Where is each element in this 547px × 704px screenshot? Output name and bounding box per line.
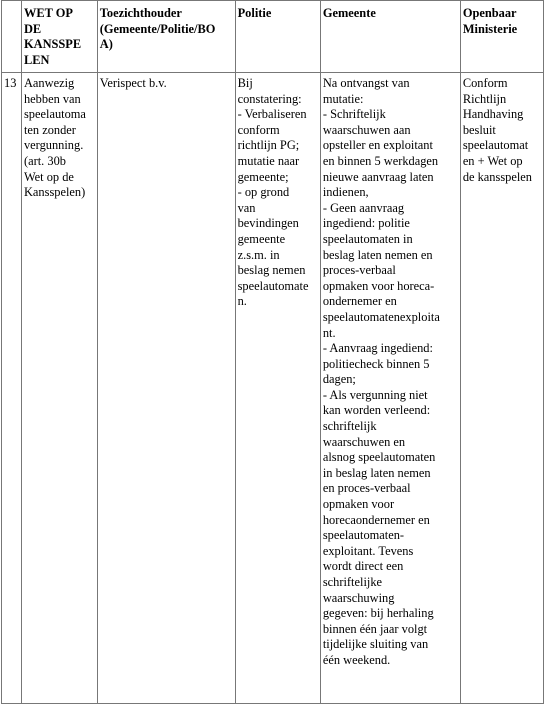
row-cell-wet: Aanwezig hebben van speelautoma ten zonder vergunning. (art. 30b Wet op de Kansspelen): [21, 73, 97, 704]
header-cell-wet: WET OP DE KANSSPE LEN: [21, 1, 97, 73]
header-cell-politie: Politie: [235, 1, 320, 73]
row-cell-gemeente: Na ontvangst van mutatie: - Schriftelijk waarschuwen aan opsteller en exploitant en binnen 5 werkdagen nieuwe aanvraag laten indienen, - Geen aanvraag ingediend: politie speelautomaten in beslag laten nemen en proces-verbaal opmaken voor horeca- ondernemer en speelautomatenexploita nt. - Aanvraag ingediend: politiecheck binnen 5 dagen; - Als vergunning niet kan worden verleend: schriftelijk waarschuwen en alsnog speelautomaten in beslag laten nemen en proces-verbaal opmaken voor horecaondernemer en speelautomaten- exploitant. Tevens wordt direct een schriftelijke waarschuwing gegeven: bij herhaling binnen één jaar volgt tijdelijke sluiting van één weekend.: [320, 73, 460, 704]
header-cell-gemeente: Gemeente: [320, 1, 460, 73]
row-cell-openbaar-ministerie: Conform Richtlijn Handhaving besluit speelautomat en + Wet op de kansspelen: [460, 73, 543, 704]
row-cell-politie: Bij constatering: - Verbaliseren conform richtlijn PG; mutatie naar gemeente; - op grond van bevindingen gemeente z.s.m. in beslag nemen speelautomate n.: [235, 73, 320, 704]
header-cell-nr: [2, 1, 22, 73]
enforcement-table: [1, 0, 544, 704]
header-cell-toezichthouder: Toezichthouder (Gemeente/Politie/BO A): [97, 1, 235, 73]
table-header-row: [2, 1, 544, 73]
row-cell-nr: 13: [2, 73, 22, 704]
header-cell-openbaar-ministerie: Openbaar Ministerie: [460, 1, 543, 73]
table-row: [2, 73, 544, 704]
row-cell-toezichthouder: Verispect b.v.: [97, 73, 235, 704]
